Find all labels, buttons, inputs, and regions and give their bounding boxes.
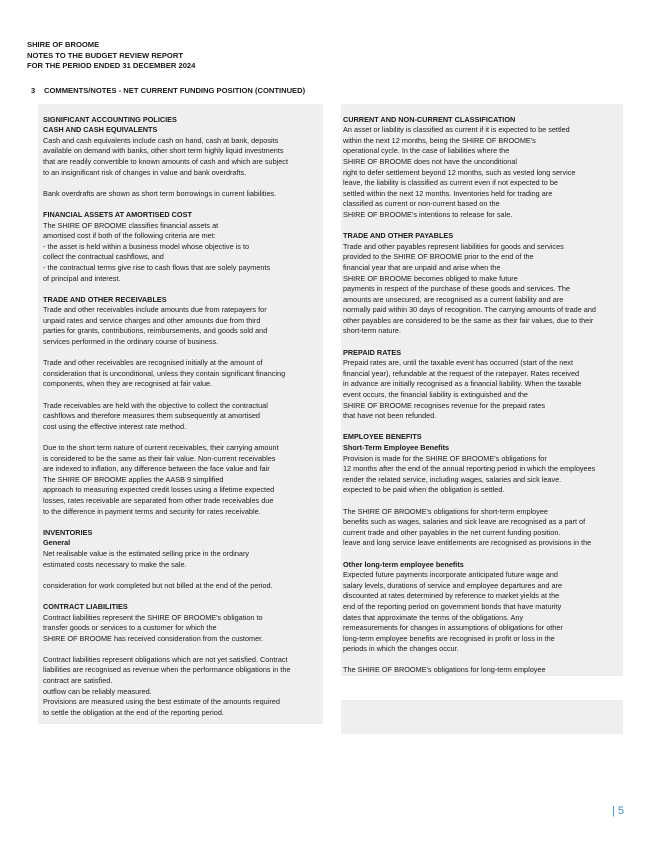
report-header [27,40,195,72]
cash-paragraph-2: Bank overdrafts are shown as short term borrowings in current liabilities. [43,188,277,198]
heading-prepaid-rates: PREPAID RATES [343,347,402,357]
cash-paragraph-1: Cash and cash equivalents include cash on hand, cash at bank, deposits available on demand with banks, other short term highly liquid investments that are readily convertible to known amounts of cash and which are subject to an insignificant risk of changes in value and bank overdrafts. [43,135,288,177]
trade-paragraph-4: Due to the short term nature of current receivables, their carrying amount is considered to be the same as their fair value. Non-current receivables are indexed to inflation, any difference between the face value and fair The SHIRE OF BROOME applies the AASB 9 simplified approach to measuring expected credit losses using a lifetime expected losses, rates receivable are separated from other trade receivables due to the difference in payment terms and security for rates receivable. [43,443,279,516]
heading-inventories: INVENTORIES [43,527,93,537]
section-number: 3 [31,86,36,95]
heading-general: General [43,538,71,548]
heading-employee-benefits: EMPLOYEE BENEFITS [343,432,422,442]
trade-paragraph-2: Trade and other receivables are recognised initially at the amount of consideration that is unconditional, unless they contain significant financing components, when they are recognised at fair value. [43,358,286,389]
header-period: FOR THE PERIOD ENDED 31 DECEMBER 2024 [27,61,196,71]
classification-paragraph: An asset or liability is classified as current if it is expected to be settled within the next 12 months, being the SHIRE OF BROOME's operational cycle. In the case of liabilities where the SHIRE OF BROOME does not have the unconditional right to defer settlement beyond 12 months, such as vested long service leave, the liability is classified as current even if not expected to be settled within the next 12 months. Inventories held for trading are classified as current or non-current based on the SHIRE OF BROOME's intentions to release for sale. [343,125,576,219]
heading-classification: CURRENT AND NON-CURRENT CLASSIFICATION [343,114,516,124]
right-empty-shaded-box [341,700,623,734]
inventories-paragraph-1: Net realisable value is the estimated selling price in the ordinary estimated costs necessary to make the sale. [43,548,250,569]
inventories-paragraph-2: consideration for work completed but not billed at the end of the period. [43,580,273,590]
heading-financial-assets: FINANCIAL ASSETS AT AMORTISED COST [43,209,192,219]
section-title-text: COMMENTS/NOTES - NET CURRENT FUNDING POSITION (CONTINUED) [44,86,306,95]
long-term-paragraph-1: Expected future payments incorporate anticipated future wage and salary levels, durations of service and employee departures and are discounted at rates determined by reference to market yields at the end of the reporting period on government bonds that have maturity dates that approximate the terms of the obligations. Any remeasurements for changes in assumptions of obligations for other long-term employee benefits are recognised in profit or loss in the periods in which the changes occur. [343,570,563,654]
left-column [38,104,323,724]
employee-paragraph-2: The SHIRE OF BROOME's obligations for short-term employee benefits such as wages, salaries and sick leave are recognised as a part of current trade and other payables in the net current funding position. leave and long service leave entitlements are recognised as provisions in the [343,506,592,548]
heading-short-term-benefits: Short-Term Employee Benefits [343,443,450,452]
trade-paragraph-1: Trade and other receivables include amounts due from ratepayers for unpaid rates and service charges and other amounts due from third parties for grants, contributions, reimbursements, and goods sold and services performed in the ordinary course of business. [43,305,268,347]
header-shire-name: SHIRE OF BROOME [27,40,100,49]
header-report-title: NOTES TO THE BUDGET REVIEW REPORT [27,50,183,60]
heading-trade-receivables: TRADE AND OTHER RECEIVABLES [43,294,167,304]
page-number: | 5 [612,805,625,817]
right-shaded-block [341,104,623,676]
employee-paragraph-1: Provision is made for the SHIRE OF BROOME's obligations for 12 months after the end of the annual reporting period in which the employees render the related service, including wages, salaries and sick leave. expected to be paid when the obligation is settled. [343,453,596,495]
heading-accounting-policies: SIGNIFICANT ACCOUNTING POLICIES [43,114,177,124]
long-term-paragraph-2: The SHIRE OF BROOME's obligations for long-term employee [343,665,546,675]
financial-assets-paragraph: The SHIRE OF BROOME classifies financial assets at amortised cost if both of the following criteria are met: - the asset is held within a business model whose objective is to collect the contractual cashflows, and - the contractual terms give rise to cash flows that are solely payments of principal and interest. [43,220,271,283]
heading-payables: TRADE AND OTHER PAYABLES [343,231,454,241]
heading-cash: CASH AND CASH EQUIVALENTS [43,125,158,135]
prepaid-paragraph: Prepaid rates are, until the taxable event has occurred (start of the next financial year), refundable at the request of the ratepayer. Rates received in advance are initially recognised as a financial liability. When the taxable event occurs, the financial liability is extinguished and the SHIRE OF BROOME recognises revenue for the prepaid rates that have not been refunded. [343,358,582,421]
trade-paragraph-3: Trade receivables are held with the objective to collect the contractual cashflows and therefore measures them subsequently at amortised cost using the effective interest rate method. [43,400,268,431]
contract-paragraph-2: Contract liabilities represent obligations which are not yet satisfied. Contract liabilities are recognised as revenue when the performance obligations in the contract are satisfied. outflow can be reliably measured. Provisions are measured using the best estimate of the amounts required to settle the obligation at the end of the reporting period. [43,654,291,717]
heading-long-term-benefits: Other long-term employee benefits [343,559,464,569]
section-title [31,86,305,95]
right-column [341,104,623,692]
heading-contract-liabilities: CONTRACT LIABILITIES [43,601,128,611]
payables-paragraph: Trade and other payables represent liabilities for goods and services provided to the SHIRE OF BROOME prior to the end of the financial year that are unpaid and arise when the SHIRE OF BROOME becomes obliged to make future payments in respect of the purchase of these goods and services. The amounts are unsecured, are recognised as a current liability and are normally paid within 30 days of recognition. The carrying amounts of trade and other payables are considered to be the same as their fair values, due to their short-term nature. [343,241,596,336]
contract-paragraph-1: Contract liabilities represent the SHIRE OF BROOME's obligation to transfer goods or services to a customer for which the SHIRE OF BROOME has received consideration from the customer. [43,612,264,643]
